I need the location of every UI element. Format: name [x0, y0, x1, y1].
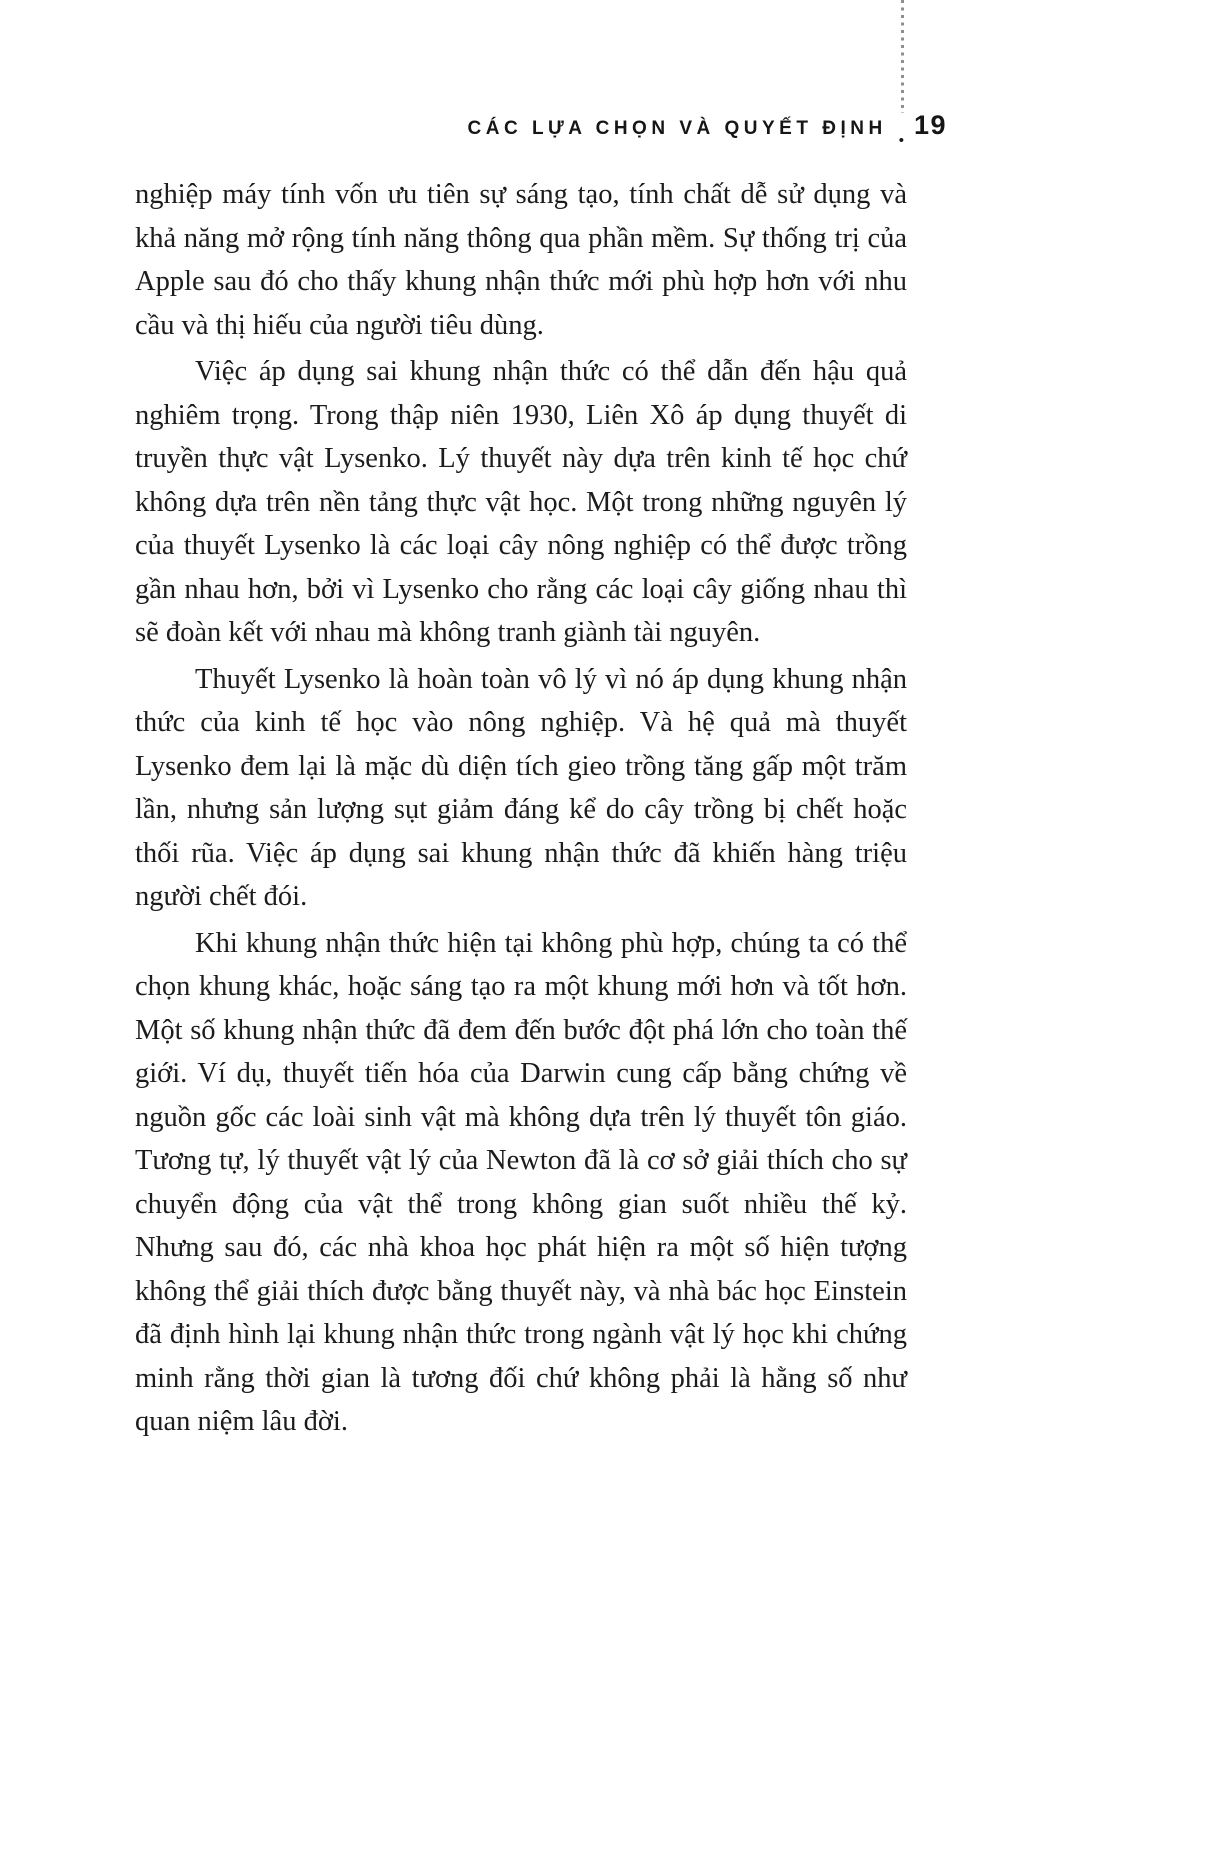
dotted-line-decoration: [901, 0, 904, 113]
dot-separator-icon: •: [898, 132, 904, 149]
page-number: 19: [913, 110, 947, 140]
body-text: [135, 173, 907, 1447]
paragraph-3: Thuyết Lysenko là hoàn toàn vô lý vì nó áp dụng khung nhận thức của kinh tế học vào nông nghiệp. Và hệ quả mà thuyết Lysenko đem lại là mặc dù diện tích gieo trồng tăng gấp một trăm lần, nhưng sản lượng sụt giảm đáng kể do cây trồng bị chết hoặc thối rũa. Việc áp dụng sai khung nhận thức đã khiến hàng triệu người chết đói.: [135, 663, 907, 912]
page-header: [135, 110, 947, 149]
paragraph-2: Việc áp dụng sai khung nhận thức có thể dẫn đến hậu quả nghiêm trọng. Trong thập niên 1930, Liên Xô áp dụng thuyết di truyền thực vật Lysenko. Lý thuyết này dựa trên kinh tế học chứ không dựa trên nền tảng thực vật học. Một trong những nguyên lý của thuyết Lysenko là các loại cây nông nghiệp có thể được trồng gần nhau hơn, bởi vì Lysenko cho rằng các loại cây giống nhau thì sẽ đoàn kết với nhau mà không tranh giành tài nguyên.: [135, 356, 907, 648]
running-title: CÁC LỰA CHỌN VÀ QUYẾT ĐỊNH: [467, 118, 887, 139]
paragraph-4: Khi khung nhận thức hiện tại không phù hợp, chúng ta có thể chọn khung khác, hoặc sáng tạo ra một khung mới hơn và tốt hơn. Một số khung nhận thức đã đem đến bước đột phá lớn cho toàn thế giới. Ví dụ, thuyết tiến hóa của Darwin cung cấp bằng chứng về nguồn gốc các loài sinh vật mà không dựa trên lý thuyết tôn giáo. Tương tự, lý thuyết vật lý của Newton đã là cơ sở giải thích cho sự chuyển động của vật thể trong không gian suốt nhiều thế kỷ. Nhưng sau đó, các nhà khoa học phát hiện ra một số hiện tượng không thể giải thích được bằng thuyết này, và nhà bác học Einstein đã định hình lại khung nhận thức trong ngành vật lý học khi chứng minh rằng thời gian là tương đối chứ không phải là hằng số như quan niệm lâu đời.: [135, 927, 907, 1437]
paragraph-1: nghiệp máy tính vốn ưu tiên sự sáng tạo, tính chất dễ sử dụng và khả năng mở rộng tính năng thông qua phần mềm. Sự thống trị của Apple sau đó cho thấy khung nhận thức mới phù hợp hơn với nhu cầu và thị hiếu của người tiêu dùng.: [135, 179, 907, 341]
